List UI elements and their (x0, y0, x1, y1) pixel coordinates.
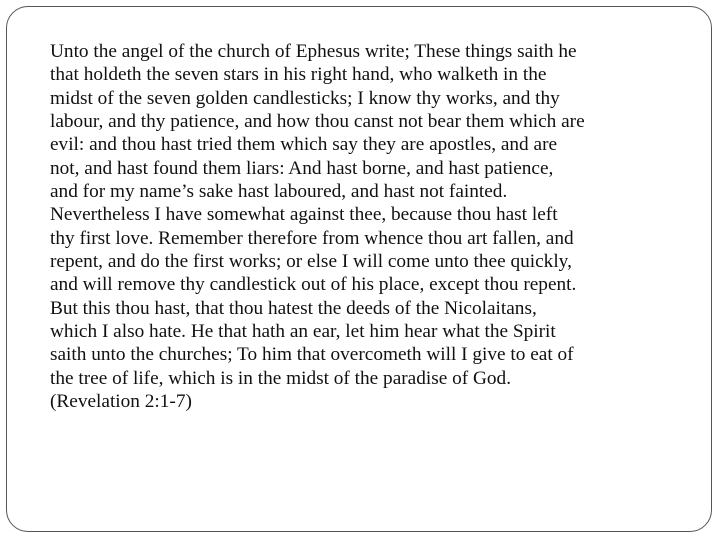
passage-line: repent, and do the first works; or else I will come unto thee quickly, (50, 251, 572, 273)
passage-line: that holdeth the seven stars in his right hand, who walketh in the (50, 64, 547, 86)
passage-line: midst of the seven golden candlesticks; I know thy works, and thy (50, 87, 560, 109)
passage-line: the tree of life, which is in the midst of the paradise of God. (50, 367, 512, 389)
scripture-passage (50, 40, 690, 414)
passage-line: which I also hate. He that hath an ear, let him hear what the Spirit (50, 321, 556, 343)
passage-line: labour, and thy patience, and how thou canst not bear them which are (50, 111, 585, 133)
passage-line: thy first love. Remember therefore from whence thou art fallen, and (50, 227, 574, 249)
passage-citation: (Revelation 2:1-7) (50, 391, 192, 413)
passage-line: and will remove thy candlestick out of his place, except thou repent. (50, 274, 577, 296)
passage-line: evil: and thou hast tried them which say they are apostles, and are (50, 134, 558, 156)
passage-line: But this thou hast, that thou hatest the deeds of the Nicolaitans, (50, 297, 537, 319)
passage-line: saith unto the churches; To him that overcometh will I give to eat of (50, 344, 574, 366)
slide-frame (6, 6, 712, 532)
passage-line: and for my name’s sake hast laboured, and hast not fainted. (50, 181, 508, 203)
passage-line: not, and hast found them liars: And hast borne, and hast patience, (50, 157, 554, 179)
passage-line: Unto the angel of the church of Ephesus write; These things saith he (50, 41, 577, 62)
passage-line: Nevertheless I have somewhat against thee, because thou hast left (50, 204, 558, 226)
